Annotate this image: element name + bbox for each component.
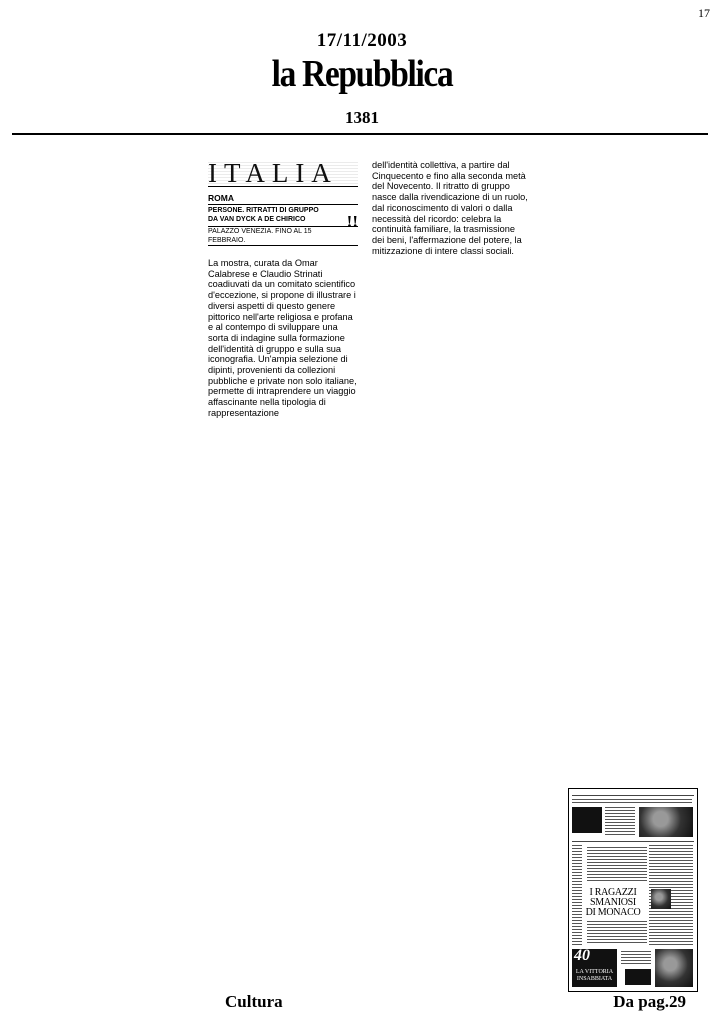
venue-text: PALAZZO VENEZIA. FINO AL 15 FEBBRAIO. [208,228,312,244]
thumb-text-column-1 [605,807,635,837]
newspaper-masthead: la Repubblica [271,53,453,95]
event-title [208,206,358,231]
footer-section: Cultura [225,992,283,1011]
publication-date: 17/11/2003 [316,30,408,51]
issue-number: 1381 [345,108,379,127]
thumb-headline-line-2: SMANIOSI [590,897,636,908]
thumb-ad-label: LA VITTORIA INSABBIATA [575,969,614,982]
footer-source: Da pag.29 [613,992,686,1011]
thumb-dark-block [572,807,602,833]
thumb-top-rule [572,795,694,796]
thumb-photo-top [639,807,693,837]
rating-mark: !! [346,212,358,231]
thumb-ad-lines [621,951,651,965]
thumb-side-column [572,845,582,945]
thumb-intro-lines [587,847,647,883]
event-title-line-1: PERSONE. RITRATTI DI GRUPPO [208,207,319,214]
thumb-bottom-lines [587,921,647,945]
thumb-mid-rule [572,841,694,842]
page-thumbnail [568,788,698,992]
thumb-headline-line-3: DI MONACO [585,907,641,918]
article-body-right: dell'identità collettiva, a partire dal Cinquecento e fino alla seconda metà del Novecento. Il ritratto di gruppo nasce dalla rivendicazione di un ruolo, dal riconoscimento di valori o dalla necessità del ricordo: celebra la continuità familiare, la trasmissione dei beni, l'affermazione del potere, la mitizzazione di intere classi sociali. [372,160,528,256]
thumb-black-box [625,969,651,985]
section-title: ITALIA [208,160,358,187]
thumb-masthead-lines [572,799,692,803]
article-right-column [372,160,528,256]
thumb-photo-small [651,889,671,909]
article-left-column [208,160,358,419]
event-title-line-2: DA VAN DYCK A DE CHIRICO [208,216,306,223]
page-number: 17 [698,6,710,20]
article-body-left: La mostra, curata da Omar Calabrese e Claudio Strinati coadiuvati da un comitato scientifico d'eccezione, si propone di illustrare i diversi aspetti di questo genere pittorico nell'arte religiosa e profana e al contempo di sviluppare una sorta di indagine sulla formazione dell'identità di gruppo e sulla sua iconografia. Un'ampia selezione di dipinti, provenienti da collezioni pubbliche e private non solo italiane, permette di intraprendere un viaggio affascinante nella tipologia di rappresentazione [208,258,357,418]
header-divider [12,133,708,135]
thumb-photo-bottom [655,949,693,987]
thumb-headline-line-1: I RAGAZZI [589,887,637,898]
article-city: ROMA [208,193,358,205]
thumb-ad-number: 40 [574,947,590,964]
thumb-headline [585,888,641,918]
